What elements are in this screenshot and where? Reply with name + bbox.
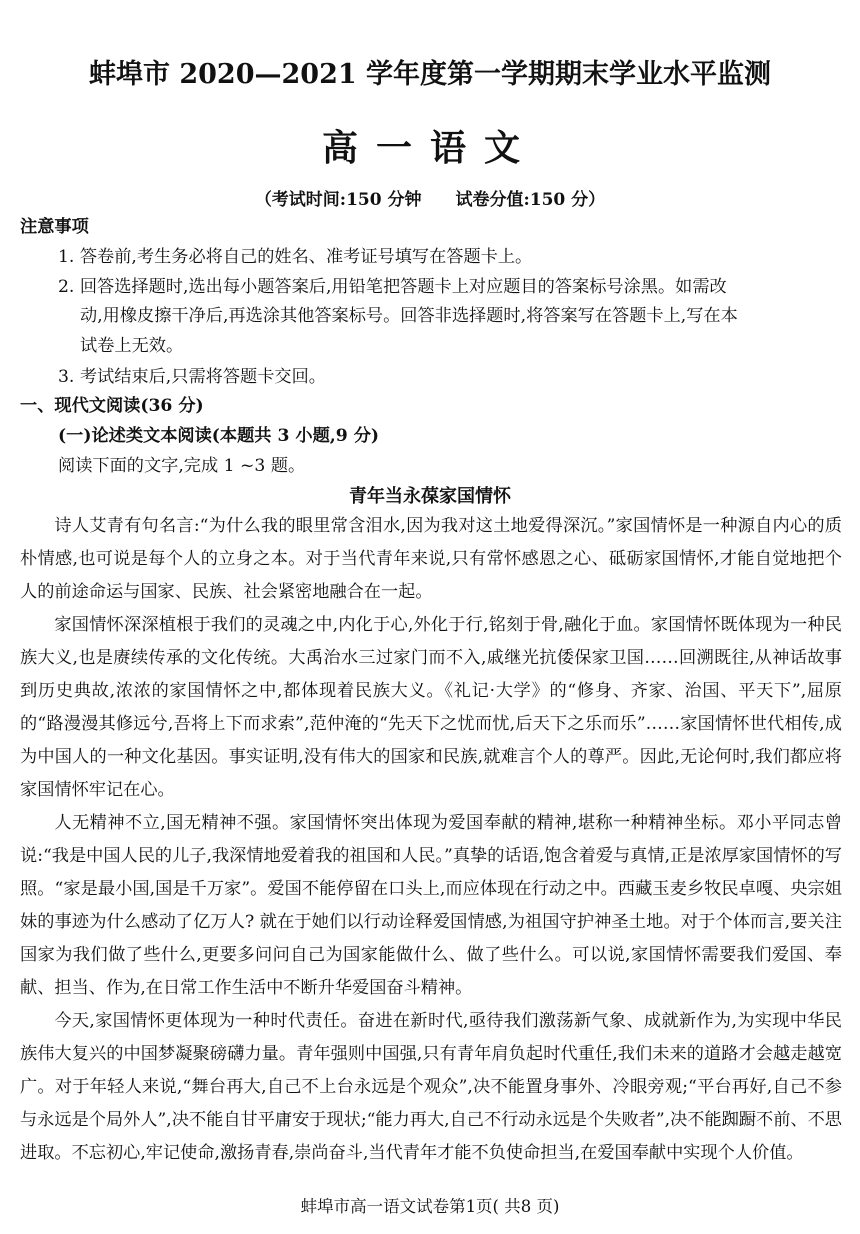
article-paragraph-1: 诗人艾青有句名言:“为什么我的眼里常含泪水,因为我对这土地爱得深沉。”家国情怀是一种源自内心的质朴情感,也可说是每个人的立身之本。对于当代青年来说,只有常怀感恩之心、砥砺家国情怀,才能自觉地把个人的前途命运与国家、民族、社会紧密地融合在一起。 <box>20 516 842 602</box>
notice-item-3: 3. 考试结束后,只需将答题卡交回。 <box>58 367 326 387</box>
section-heading: 一、现代文阅读(36 分) <box>20 396 204 416</box>
notice-item-2-cont-1: 动,用橡皮擦干净后,再选涂其他答案标号。回答非选择题时,将答案写在答题卡上,写在本 <box>80 306 738 326</box>
notice-item-2-cont-2: 试卷上无效。 <box>80 336 184 356</box>
article-paragraph-2: 家国情怀深深植根于我们的灵魂之中,内化于心,外化于行,铭刻于骨,融化于血。家国情怀既体现为一种民族大义,也是赓续传承的文化传统。大禹治水三过家门而不入,戚继光抗倭保家卫国……回溯既往,从神话故事到历史典故,浓浓的家国情怀之中,都体现着民族大义。《礼记·大学》的“修身、齐家、治国、平天下”,屈原的“路漫漫其修远兮,吾将上下而求索”,范仲淹的“先天下之忧而忧,后天下之乐而乐”……家国情怀世代相传,成为中国人的一种文化基因。事实证明,没有伟大的国家和民族,就难言个人的尊严。因此,无论何时,我们都应将家国情怀牢记在心。 <box>20 615 842 800</box>
notice-heading: 注意事项 <box>20 217 89 237</box>
section-instruction: 阅读下面的文字,完成 1 ~3 题。 <box>58 456 306 476</box>
article-paragraph-4: 今天,家国情怀更体现为一种时代责任。奋进在新时代,亟待我们激荡新气象、成就新作为,为实现中华民族伟大复兴的中国梦凝聚磅礴力量。青年强则中国强,只有青年肩负起时代重任,我们未来的道路才会越走越宽广。对于年轻人来说,“舞台再大,自己不上台永远是个观众”,决不能置身事外、冷眼旁观;“平台再好,自己不参与永远是个局外人”,决不能自甘平庸安于现状;“能力再大,自己不行动永远是个失败者”,决不能踟蹰不前、不思进取。不忘初心,牢记使命,激扬青春,崇尚奋斗,当代青年才能不负使命担当,在爱国奉献中实现个人价值。 <box>20 1011 842 1163</box>
article-title: 青年当永葆家国情怀 <box>349 486 511 507</box>
notice-item-1: 1. 答卷前,考生务必将自己的姓名、准考证号填写在答题卡上。 <box>58 247 533 267</box>
exam-meta: （考试时间:150 分钟 试卷分值:150 分） <box>254 190 606 210</box>
exam-title: 蚌埠市 2020—2021 学年度第一学期期末学业水平监测 <box>88 59 772 90</box>
subject-title: 高一语文 <box>321 127 538 169</box>
notice-item-2: 2. 回答选择题时,选出每小题答案后,用铅笔把答题卡上对应题目的答案标号涂黑。如需改 <box>58 277 727 297</box>
page-footer: 蚌埠市高一语文试卷第1页( 共8 页) <box>300 1197 560 1216</box>
section-subheading: (一)论述类文本阅读(本题共 3 小题,9 分) <box>58 426 380 446</box>
article-paragraph-3: 人无精神不立,国无精神不强。家国情怀突出体现为爱国奉献的精神,堪称一种精神坐标。邓小平同志曾说:“我是中国人民的儿子,我深情地爱着我的祖国和人民。”真挚的话语,饱含着爱与真情,正是浓厚家国情怀的写照。“家是最小国,国是千万家”。爱国不能停留在口头上,而应体现在行动之中。西藏玉麦乡牧民卓嘎、央宗姐妹的事迹为什么感动了亿万人? 就在于她们以行动诠释爱国情感,为祖国守护神圣土地。对于个体而言,要关注国家为我们做了些什么,更要多问问自己为国家能做什么、做了些什么。可以说,家国情怀需要我们爱国、奉献、担当、作为,在日常工作生活中不断升华爱国奋斗精神。 <box>20 813 842 998</box>
